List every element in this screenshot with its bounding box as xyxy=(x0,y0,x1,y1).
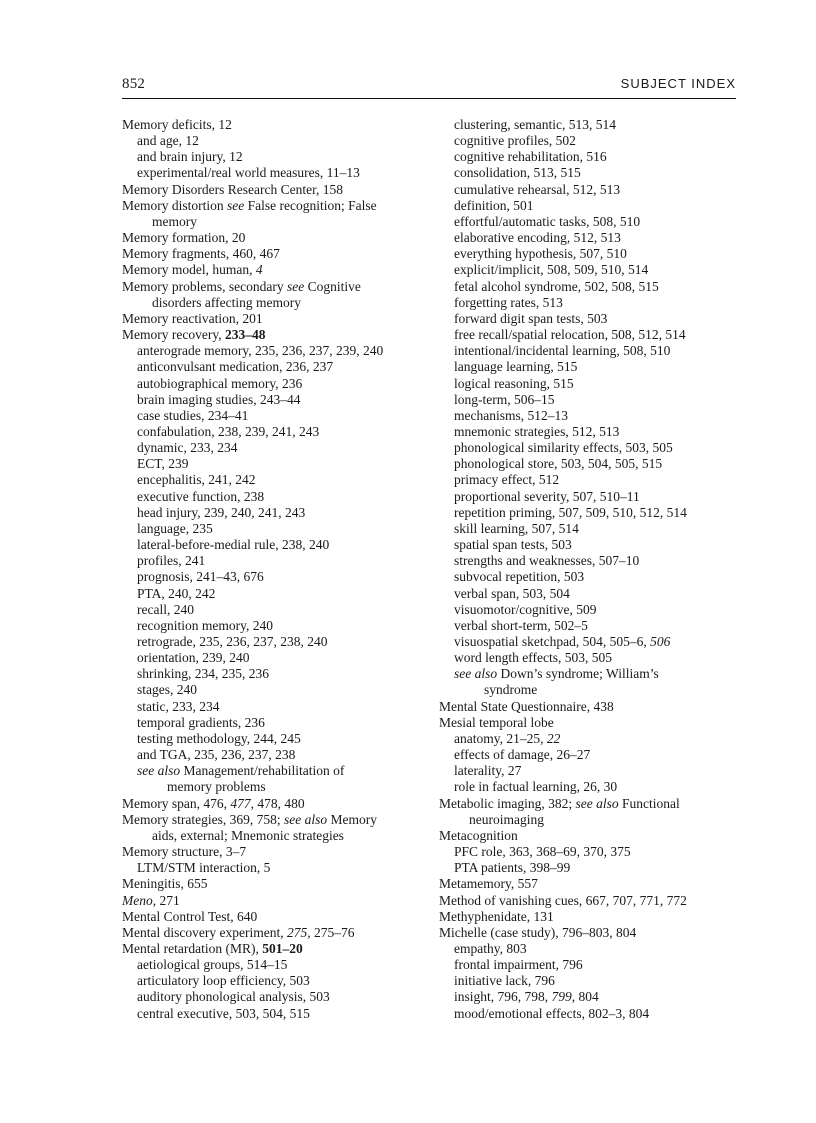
index-entry: see also Down’s syndrome; William’s xyxy=(454,666,659,682)
index-entry: phonological store, 503, 504, 505, 515 xyxy=(454,456,663,472)
index-entry: retrograde, 235, 236, 237, 238, 240 xyxy=(137,634,328,649)
index-entry: brain imaging studies, 243–44 xyxy=(137,391,301,407)
index-entry: stages, 240 xyxy=(137,682,197,698)
index-entry: autobiographical memory, 236 xyxy=(137,375,303,391)
index-entry: frontal impairment, 796 xyxy=(454,957,583,973)
index-entry: cognitive profiles, 502 xyxy=(454,133,576,149)
index-entry: mechanisms, 512–13 xyxy=(454,407,568,423)
index-entry: static, 233, 234 xyxy=(137,698,220,714)
index-entry: memory xyxy=(152,213,197,229)
index-entry: Memory deficits, 12 xyxy=(122,117,232,132)
index-entry: elaborative encoding, 512, 513 xyxy=(454,230,621,246)
index-entry: initiative lack, 796 xyxy=(454,973,555,989)
index-entry: mnemonic strategies, 512, 513 xyxy=(454,423,620,439)
index-entry: forward digit span tests, 503 xyxy=(454,310,608,326)
index-entry: Memory structure, 3–7 xyxy=(122,844,247,860)
index-entry: skill learning, 507, 514 xyxy=(454,520,579,536)
index-entry: Metamemory, 557 xyxy=(439,876,538,892)
index-entry: temporal gradients, 236 xyxy=(137,714,265,730)
index-entry: prognosis, 241–43, 676 xyxy=(137,569,264,585)
index-entry: and brain injury, 12 xyxy=(137,149,243,165)
index-entry: Mental retardation (MR), 501–20 xyxy=(122,940,303,956)
index-column-right xyxy=(439,117,739,1022)
index-entry: Metacognition xyxy=(439,827,518,843)
page-header xyxy=(122,76,736,98)
index-entry: language, 235 xyxy=(137,520,213,536)
index-entry: experimental/real world measures, 11–13 xyxy=(137,165,360,181)
index-entry: PTA, 240, 242 xyxy=(137,585,216,601)
index-entry: Meno, 271 xyxy=(122,892,180,908)
index-entry: word length effects, 503, 505 xyxy=(454,650,612,666)
index-entry: articulatory loop efficiency, 503 xyxy=(137,973,310,989)
index-entry: auditory phonological analysis, 503 xyxy=(137,989,330,1005)
index-entry: Memory distortion see False recognition; False xyxy=(122,197,377,213)
index-entry: testing methodology, 244, 245 xyxy=(137,730,301,746)
index-entry: Memory Disorders Research Center, 158 xyxy=(122,181,344,197)
index-entry: Mental Control Test, 640 xyxy=(122,908,258,924)
index-entry: intentional/incidental learning, 508, 510 xyxy=(454,343,671,359)
index-entry: Memory strategies, 369, 758; see also Memory xyxy=(122,811,377,827)
index-entry: free recall/spatial relocation, 508, 512, 514 xyxy=(454,327,686,343)
index-entry: proportional severity, 507, 510–11 xyxy=(454,488,640,504)
index-entry: empathy, 803 xyxy=(454,940,527,956)
index-entry: definition, 501 xyxy=(454,197,534,213)
index-entry: spatial span tests, 503 xyxy=(454,537,572,553)
index-entry: lateral-before-medial rule, 238, 240 xyxy=(137,537,330,553)
index-entry: Memory formation, 20 xyxy=(122,230,246,246)
index-entry: verbal short-term, 502–5 xyxy=(454,617,588,633)
index-entry: profiles, 241 xyxy=(137,553,206,569)
index-entry: subvocal repetition, 503 xyxy=(454,569,585,585)
index-entry: disorders affecting memory xyxy=(152,294,301,310)
index-entry: repetition priming, 507, 509, 510, 512, 514 xyxy=(454,504,687,520)
index-entry: memory problems xyxy=(167,779,266,795)
index-entry: anatomy, 21–25, 22 xyxy=(454,730,561,746)
index-entry: and TGA, 235, 236, 237, 238 xyxy=(137,747,296,763)
index-entry: case studies, 234–41 xyxy=(137,407,249,423)
index-entry: phonological similarity effects, 503, 505 xyxy=(454,440,673,456)
index-entry: visuomotor/cognitive, 509 xyxy=(454,601,597,617)
index-entry: cumulative rehearsal, 512, 513 xyxy=(454,181,621,197)
index-entry: logical reasoning, 515 xyxy=(454,375,574,391)
index-entry: anterograde memory, 235, 236, 237, 239, 240 xyxy=(137,343,384,359)
index-entry: PTA patients, 398–99 xyxy=(454,860,571,876)
page-number: 852 xyxy=(122,76,146,92)
running-head: SUBJECT INDEX xyxy=(620,76,736,91)
index-entry: long-term, 506–15 xyxy=(454,391,555,407)
index-entry: and age, 12 xyxy=(137,133,199,149)
index-entry: Method of vanishing cues, 667, 707, 771, 772 xyxy=(439,892,687,908)
index-entry: Michelle (case study), 796–803, 804 xyxy=(439,924,637,940)
index-entry: Memory recovery, 233–48 xyxy=(122,327,266,343)
index-entry: Methyphenidate, 131 xyxy=(439,908,554,924)
index-entry: Mesial temporal lobe xyxy=(439,714,554,730)
index-entry: see also Management/rehabilitation of xyxy=(137,763,345,779)
index-entry: everything hypothesis, 507, 510 xyxy=(454,246,627,262)
index-entry: mood/emotional effects, 802–3, 804 xyxy=(454,1005,650,1021)
index-entry: PFC role, 363, 368–69, 370, 375 xyxy=(454,844,631,860)
index-entry: verbal span, 503, 504 xyxy=(454,585,570,601)
index-entry: laterality, 27 xyxy=(454,763,522,779)
index-entry: encephalitis, 241, 242 xyxy=(137,472,256,488)
index-entry: Memory reactivation, 201 xyxy=(122,310,263,326)
index-entry: explicit/implicit, 508, 509, 510, 514 xyxy=(454,262,649,278)
index-column-left xyxy=(122,117,422,1022)
index-entry: consolidation, 513, 515 xyxy=(454,165,581,181)
index-entry: orientation, 239, 240 xyxy=(137,650,250,666)
index-entry: recognition memory, 240 xyxy=(137,617,273,633)
index-entry: Mental State Questionnaire, 438 xyxy=(439,698,614,714)
index-entry: neuroimaging xyxy=(469,811,544,827)
index-entry: executive function, 238 xyxy=(137,488,265,504)
index-entry: role in factual learning, 26, 30 xyxy=(454,779,618,795)
index-entry: forgetting rates, 513 xyxy=(454,294,563,310)
index-entry: Metabolic imaging, 382; see also Functional xyxy=(439,795,680,811)
index-entry: syndrome xyxy=(484,682,538,698)
index-entry: confabulation, 238, 239, 241, 243 xyxy=(137,423,320,439)
index-entry: recall, 240 xyxy=(137,601,194,617)
index-entry: anticonvulsant medication, 236, 237 xyxy=(137,359,334,375)
index-entry: Memory fragments, 460, 467 xyxy=(122,246,280,262)
index-entry: effects of damage, 26–27 xyxy=(454,747,591,763)
index-entry: central executive, 503, 504, 515 xyxy=(137,1005,310,1021)
index-entry: Memory model, human, 4 xyxy=(122,262,263,278)
index-entry: ECT, 239 xyxy=(137,456,189,472)
index-entry: LTM/STM interaction, 5 xyxy=(137,860,271,876)
index-entry: fetal alcohol syndrome, 502, 508, 515 xyxy=(454,278,659,294)
index-entry: clustering, semantic, 513, 514 xyxy=(454,117,616,132)
index-entry: shrinking, 234, 235, 236 xyxy=(137,666,270,682)
index-entry: Meningitis, 655 xyxy=(122,876,208,892)
index-entry: aetiological groups, 514–15 xyxy=(137,957,288,973)
index-entry: Mental discovery experiment, 275, 275–76 xyxy=(122,924,355,940)
index-entry: Memory problems, secondary see Cognitive xyxy=(122,278,361,294)
index-entry: head injury, 239, 240, 241, 243 xyxy=(137,504,306,520)
index-entry: dynamic, 233, 234 xyxy=(137,440,238,456)
index-entry: primacy effect, 512 xyxy=(454,472,560,488)
index-entry: effortful/automatic tasks, 508, 510 xyxy=(454,213,641,229)
index-entry: strengths and weaknesses, 507–10 xyxy=(454,553,640,569)
index-entry: insight, 796, 798, 799, 804 xyxy=(454,989,599,1005)
index-entry: cognitive rehabilitation, 516 xyxy=(454,149,607,165)
index-entry: Memory span, 476, 477, 478, 480 xyxy=(122,795,305,811)
header-rule xyxy=(122,98,736,99)
index-entry: language learning, 515 xyxy=(454,359,578,375)
index-entry: visuospatial sketchpad, 504, 505–6, 506 xyxy=(454,634,671,649)
index-entry: aids, external; Mnemonic strategies xyxy=(152,827,344,843)
